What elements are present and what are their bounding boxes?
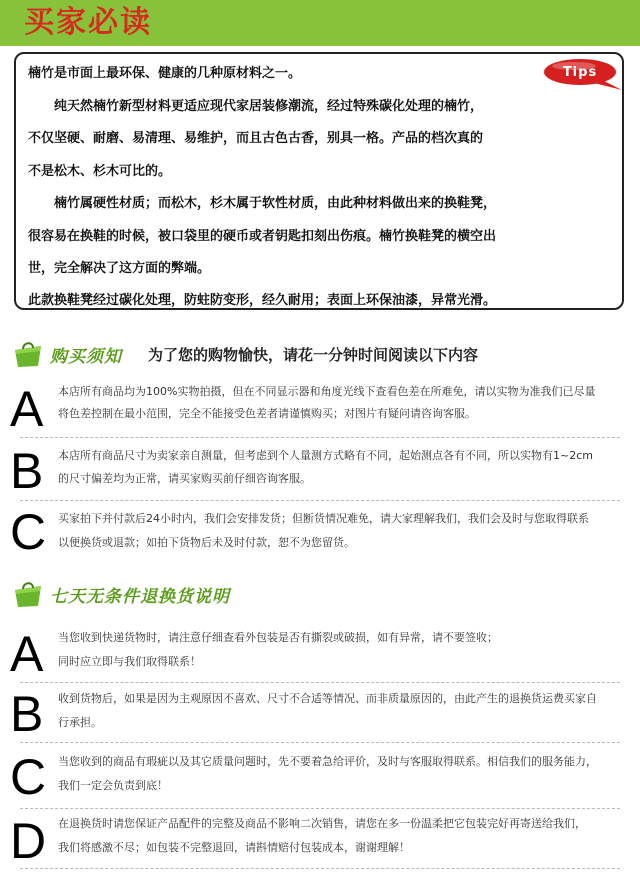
item-line: 以便换货或退款；如拍下货物后未及时付款，恕不为您留货。 [58,536,355,549]
purchase-notice-subtitle: 为了您的购物愉快，请花一分钟时间阅读以下内容 [148,346,479,364]
divider [20,742,620,743]
item-letter: A [10,626,44,682]
intro-line: 楠竹属硬性材质；而松木，杉木属于软性材质，由此种材料做出来的换鞋凳， [28,196,497,211]
return-policy-header [12,580,632,610]
item-line: 当您收到快递货物时，请注意仔细查看外包装是否有撕裂或破损，如有异常，请不要签收； [58,631,498,644]
item-line: 我们将感激不尽；如包装不完整退回，请斟情赔付包装成本，谢谢理解！ [58,841,410,854]
item-line: 同时应立即与我们取得联系！ [58,655,201,668]
intro-line: 不仅坚硬、耐磨、易清理、易维护，而且古色古香，别具一格。产品的档次真的 [28,131,484,146]
shopping-bag-icon [12,340,44,368]
item-letter: C [10,749,47,805]
item-line: 行承担。 [58,716,102,729]
page-title: 买家必读 [24,5,152,40]
tips-badge [544,58,626,88]
header-banner [0,0,640,46]
item-letter: A [10,381,44,437]
intro-line: 世，完全解决了这方面的弊端。 [28,261,211,276]
divider [20,437,620,438]
shopping-bag-icon [12,580,44,608]
intro-line: 楠竹是市面上最环保、健康的几种原材料之一。 [28,66,302,81]
item-line: 本店所有商品尺寸为卖家亲自测量，但考虑到个人量测方式略有不同，起始测点各有不同，所以实物有1~2cm [58,449,593,462]
divider [20,868,620,869]
item-line: 收到货物后，如果是因为主观原因不喜欢、尺寸不合适等情况、而非质量原因的，由此产生的退换货运费买家自 [58,692,597,705]
tips-label: Tips [562,65,598,80]
item-line: 我们一定会负责到底！ [58,779,168,792]
purchase-notice-header [12,340,632,370]
item-letter: C [10,504,47,560]
item-line: 买家拍下并付款后24小时内，我们会安排发货；但断货情况难免，请大家理解我们，我们会及时与您取得联系 [58,512,589,525]
divider [20,682,620,683]
intro-line: 不是松木、杉木可比的。 [28,164,172,179]
item-letter: B [10,443,44,499]
item-line: 当您收到的商品有瑕疵以及其它质量问题时，先不要着急给评价，及时与客服取得联系。相信我们的服务能力， [58,755,597,768]
divider [20,808,620,809]
item-line: 在退换货时请您保证产品配件的完整及商品不影响二次销售，请您在多一份温柔把它包装完好再寄送给我们， [58,817,586,830]
intro-box [14,52,624,310]
return-policy-title: 七天无条件退换货说明 [50,587,230,607]
intro-line: 纯天然楠竹新型材料更适应现代家居装修潮流，经过特殊碳化处理的楠竹， [28,99,484,114]
divider [20,500,620,501]
item-line: 的尺寸偏差均为正常，请买家购买前仔细咨询客服。 [58,472,311,485]
purchase-notice-title: 购买须知 [50,347,122,367]
item-letter: B [10,686,44,742]
intro-line: 很容易在换鞋的时候，被口袋里的硬币或者钥匙扣刻出伤痕。楠竹换鞋凳的横空出 [28,229,497,244]
item-letter: D [10,813,47,869]
item-line: 本店所有商品均为100%实物拍摄，但在不同显示器和角度光线下查看色差在所难免，请以实物为准我们已尽量 [58,385,596,398]
intro-line: 此款换鞋凳经过碳化处理，防蛀防变形，经久耐用；表面上环保油漆，异常光滑。 [28,293,497,308]
item-line: 将色差控制在最小范围，完全不能接受色差者请谨慎购买；对图片有疑问请咨询客服。 [58,407,476,420]
